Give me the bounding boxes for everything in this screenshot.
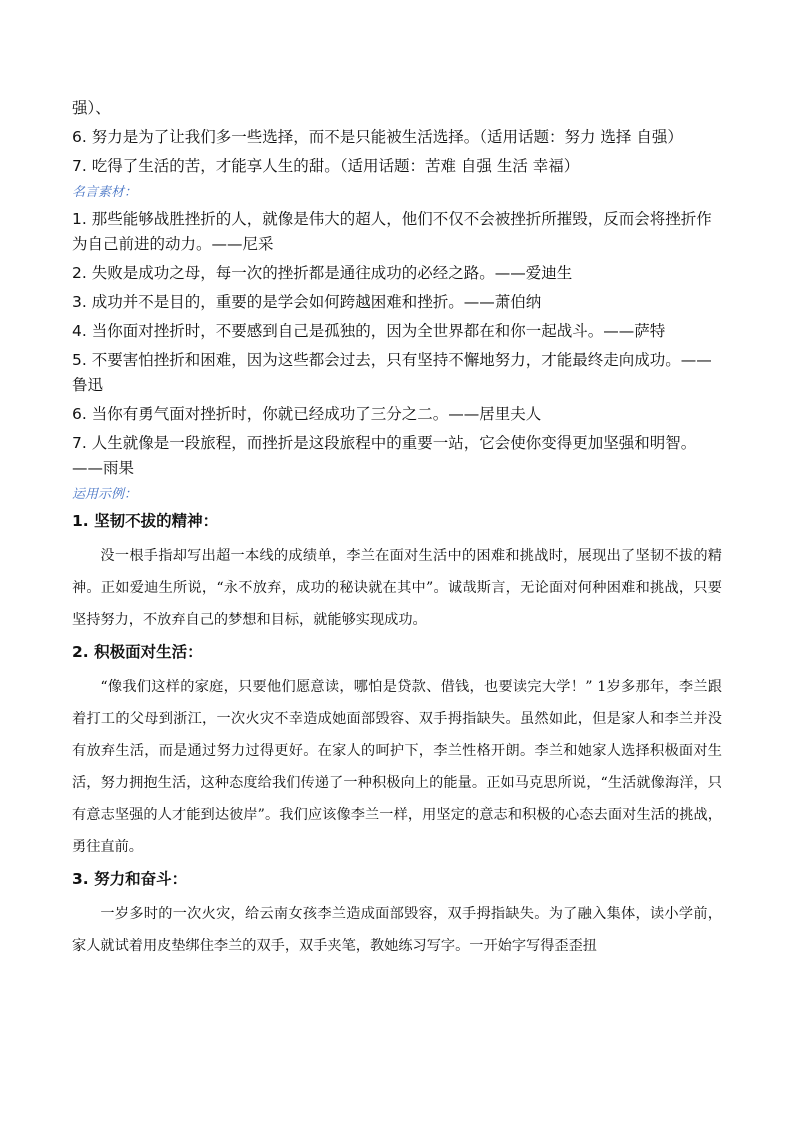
examples-list bbox=[72, 509, 722, 962]
quotes-section-label: 名言素材： bbox=[72, 185, 138, 200]
quote-item: 1. 那些能够战胜挫折的人，就像是伟大的超人，他们不仅不会被挫折所摧毁，反而会将挫折作为自己前进的动力。——尼采 bbox=[72, 210, 712, 253]
intro-line: 7. 吃得了生活的苦，才能享人生的甜。（适用话题：苦难 自强 生活 幸福） bbox=[72, 157, 580, 175]
example-block bbox=[72, 509, 722, 636]
intro-line: 6. 努力是为了让我们多一些选择，而不是只能被生活选择。（适用话题：努力 选择 自强） bbox=[72, 128, 683, 146]
example-paragraph: 一岁多时的一次火灾，给云南女孩李兰造成面部毁容，双手拇指缺失。为了融入集体，读小学前，家人就试着用皮垫绑住李兰的双手，双手夹笔，教她练习写字。一开始字写得歪歪扭 bbox=[72, 906, 722, 954]
quote-item: 2. 失败是成功之母，每一次的挫折都是通往成功的必经之路。——爱迪生 bbox=[72, 264, 573, 282]
example-heading: 3. 努力和奋斗： bbox=[72, 870, 188, 888]
intro-section bbox=[72, 96, 722, 179]
example-block bbox=[72, 640, 722, 863]
example-block bbox=[72, 867, 722, 962]
example-paragraph: “像我们这样的家庭，只要他们愿意读，哪怕是贷款、借钱，也要读完大学！” 1岁多那年，李兰跟着打工的父母到浙江，一次火灾不幸造成她面部毁容、双手拇指缺失。虽然如此，但是家人和李兰并没有放弃生活，而是通过努力过得更好。在家人的呵护下，李兰性格开朗。李兰和她家人选择积极面对生活，努力拥抱生活，这种态度给我们传递了一种积极向上的能量。正如马克思所说，“生活就像海洋，只有意志坚强的人才能到达彼岸”。我们应该像李兰一样，用坚定的意志和积极的心态去面对生活的挑战，勇往直前。 bbox=[72, 679, 722, 855]
quote-item: 3. 成功并不是目的，重要的是学会如何跨越困难和挫折。——萧伯纳 bbox=[72, 293, 542, 311]
quote-item: 4. 当你面对挫折时，不要感到自己是孤独的，因为全世界都在和你一起战斗。——萨特 bbox=[72, 322, 666, 340]
example-paragraph: 没一根手指却写出超一本线的成绩单，李兰在面对生活中的困难和挑战时，展现出了坚韧不拔的精神。正如爱迪生所说，“永不放弃，成功的秘诀就在其中”。诚哉斯言，无论面对何种困难和挑战，只要坚持努力，不放弃自己的梦想和目标，就能够实现成功。 bbox=[72, 548, 722, 628]
quote-item: 5. 不要害怕挫折和困难，因为这些都会过去，只有坚持不懈地努力，才能最终走向成功。——鲁迅 bbox=[72, 351, 712, 394]
quote-item: 6. 当你有勇气面对挫折时，你就已经成功了三分之二。——居里夫人 bbox=[72, 405, 542, 423]
example-heading: 2. 积极面对生活： bbox=[72, 643, 203, 661]
examples-section-label: 运用示例： bbox=[72, 487, 138, 502]
intro-line: 强）、 bbox=[72, 99, 111, 117]
example-heading: 1. 坚韧不拔的精神： bbox=[72, 512, 219, 530]
quotes-list bbox=[72, 207, 722, 481]
quote-item: 7. 人生就像是一段旅程，而挫折是这段旅程中的重要一站，它会使你变得更加坚强和明智。——雨果 bbox=[72, 434, 697, 477]
